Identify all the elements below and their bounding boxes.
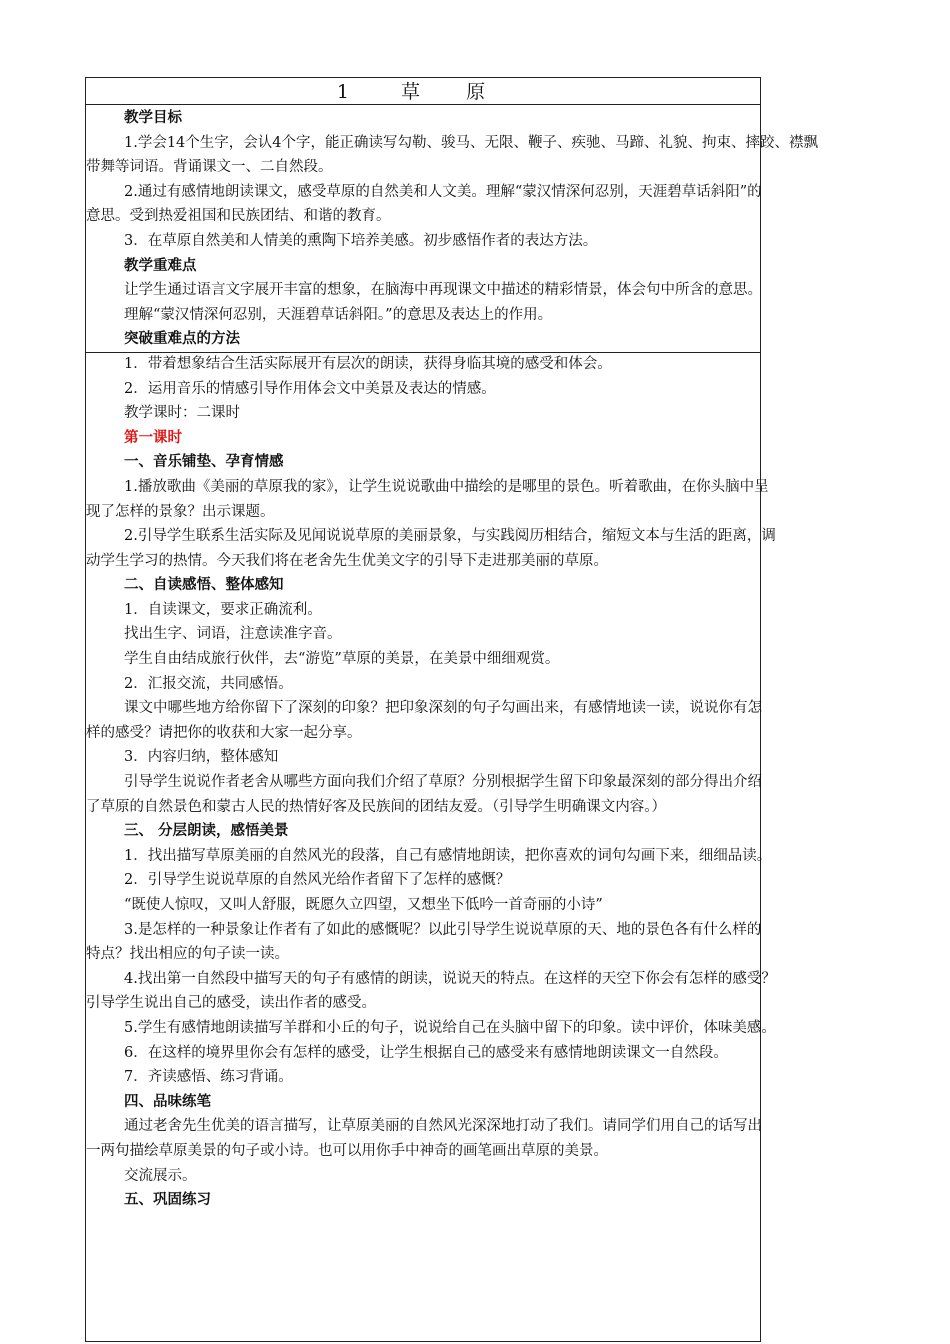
text-line: 引导学生说说作者老舍从哪些方面向我们介绍了草原？分别根据学生留下印象最深刻的部分得出介绍: [124, 774, 762, 791]
text-line: 意思。受到热爱祖国和民族团结、和谐的教育。: [86, 208, 391, 225]
text-line: 通过老舍先生优美的语言描写，让草原美丽的自然风光深深地打动了我们。请同学们用自己的话写出: [124, 1118, 762, 1135]
text-line: 找出生字、词语，注意读准字音。: [124, 626, 342, 643]
text-line: 1．找出描写草原美丽的自然风光的段落，自己有感情地朗读，把你喜欢的词句勾画下来，细细品读。: [124, 847, 772, 864]
text-line: 理解“蒙汉情深何忍别，天涯碧草话斜阳。”的意思及表达上的作用。: [124, 306, 553, 323]
text-line: 6．在这样的境界里你会有怎样的感受，让学生根据自己的感受来有感情地朗读课文一自然段。: [124, 1044, 728, 1061]
text-line: 引导学生说出自己的感受，读出作者的感受。: [86, 995, 376, 1012]
text-line: 学生自由结成旅行伙伴，去“游览”草原的美景，在美景中细细观赏。: [124, 651, 560, 668]
text-line: 5.学生有感情地朗读描写羊群和小丘的句子，说说给自己在头脑中留下的印象。读中评价，体味美感。: [124, 1019, 776, 1036]
text-line: 一两句描绘草原美景的句子或小诗。也可以用你手中神奇的画笔画出草原的美景。: [86, 1142, 608, 1159]
section-heading: 五、巩固练习: [124, 1191, 211, 1209]
section-heading: 三、 分层朗读，感悟美景: [124, 822, 289, 840]
text-line: 2．引导学生说说草原的自然风光给作者留下了怎样的感慨？: [124, 872, 511, 889]
text-line: 课文中哪些地方给你留下了深刻的印象？把印象深刻的句子勾画出来，有感情地读一读，说说你有怎: [124, 700, 762, 717]
section-heading: 一、音乐铺垫、孕育情感: [124, 453, 284, 471]
text-line: 3．在草原自然美和人情美的熏陶下培养美感。初步感悟作者的表达方法。: [124, 232, 598, 249]
text-line: 1．带着想象结合生活实际展开有层次的朗读，获得身临其境的感受和体会。: [124, 355, 612, 372]
text-line: 交流展示。: [124, 1167, 197, 1184]
text-line: 动学生学习的热情。今天我们将在老舍先生优美文字的引导下走进那美丽的草原。: [86, 552, 608, 569]
text-line: 1．自读课文，要求正确流利。: [124, 601, 322, 618]
section-heading: 教学重难点: [124, 256, 197, 274]
text-line: 样的感受？请把你的收获和大家一起分享。: [86, 724, 362, 741]
text-line: 1.学会14个生字，会认4个字，能正确读写勾勒、骏马、无限、鞭子、疾驰、马蹄、礼貌、拘束、摔跤、襟飘: [124, 134, 819, 151]
lesson-text: [86, 106, 876, 1213]
page-title: [0, 78, 871, 106]
section-heading: 第一课时: [124, 428, 182, 446]
text-line: 4.找出第一自然段中描写天的句子有感情的朗读，说说天的特点。在这样的天空下你会有怎样的感受？: [124, 970, 776, 987]
section-heading: 突破重难点的方法: [124, 330, 240, 348]
text-line: 3.是怎样的一种景象让作者有了如此的感慨呢？以此引导学生说说草原的天、地的景色各有什么样的: [124, 921, 762, 938]
text-line: 3．内容归纳，整体感知: [124, 749, 279, 766]
text-line: 2．运用音乐的情感引导作用体会文中美景及表达的情感。: [124, 380, 496, 397]
text-line: 2.引导学生联系生活实际及见闻说说草原的美丽景象，与实践阅历相结合，缩短文本与生活的距离，调: [124, 528, 776, 545]
section-heading: 四、品味练笔: [124, 1092, 211, 1110]
text-line: 特点？找出相应的句子读一读。: [86, 946, 289, 963]
text-line: 了草原的自然景色和蒙古人民的热情好客及民族间的团结友爱。（引导学生明确课文内容。）: [86, 798, 666, 815]
text-line: 教学课时：二课时: [124, 405, 240, 422]
text-line: 2.通过有感情地朗读课文，感受草原的自然美和人文美。理解“蒙汉情深何忍别，天涯碧草话斜阳”的: [124, 183, 762, 200]
section-heading: 教学目标: [124, 109, 182, 126]
text-line: 让学生通过语言文字展开丰富的想象，在脑海中再现课文中描述的精彩情景，体会句中所含的意思。: [124, 282, 762, 299]
text-line: 2．汇报交流，共同感悟。: [124, 675, 293, 692]
text-line: “既使人惊叹，又叫人舒服，既愿久立四望，又想坐下低吟一首奇丽的小诗”: [124, 897, 603, 913]
section-heading: 二、自读感悟、整体感知: [124, 576, 284, 594]
text-line: 带舞等词语。背诵课文一、二自然段。: [86, 159, 333, 176]
text-line: 现了怎样的景象？出示课题。: [86, 503, 275, 520]
text-line: 1.播放歌曲《美丽的草原我的家》，让学生说说歌曲中描绘的是哪里的景色。听着歌曲，在你头脑中呈: [124, 478, 769, 495]
text-line: 7．齐读感悟、练习背诵。: [124, 1069, 293, 1086]
lesson-number: 1: [336, 81, 350, 103]
document-body: [86, 78, 876, 1213]
lesson-title: 草 原: [401, 81, 506, 103]
